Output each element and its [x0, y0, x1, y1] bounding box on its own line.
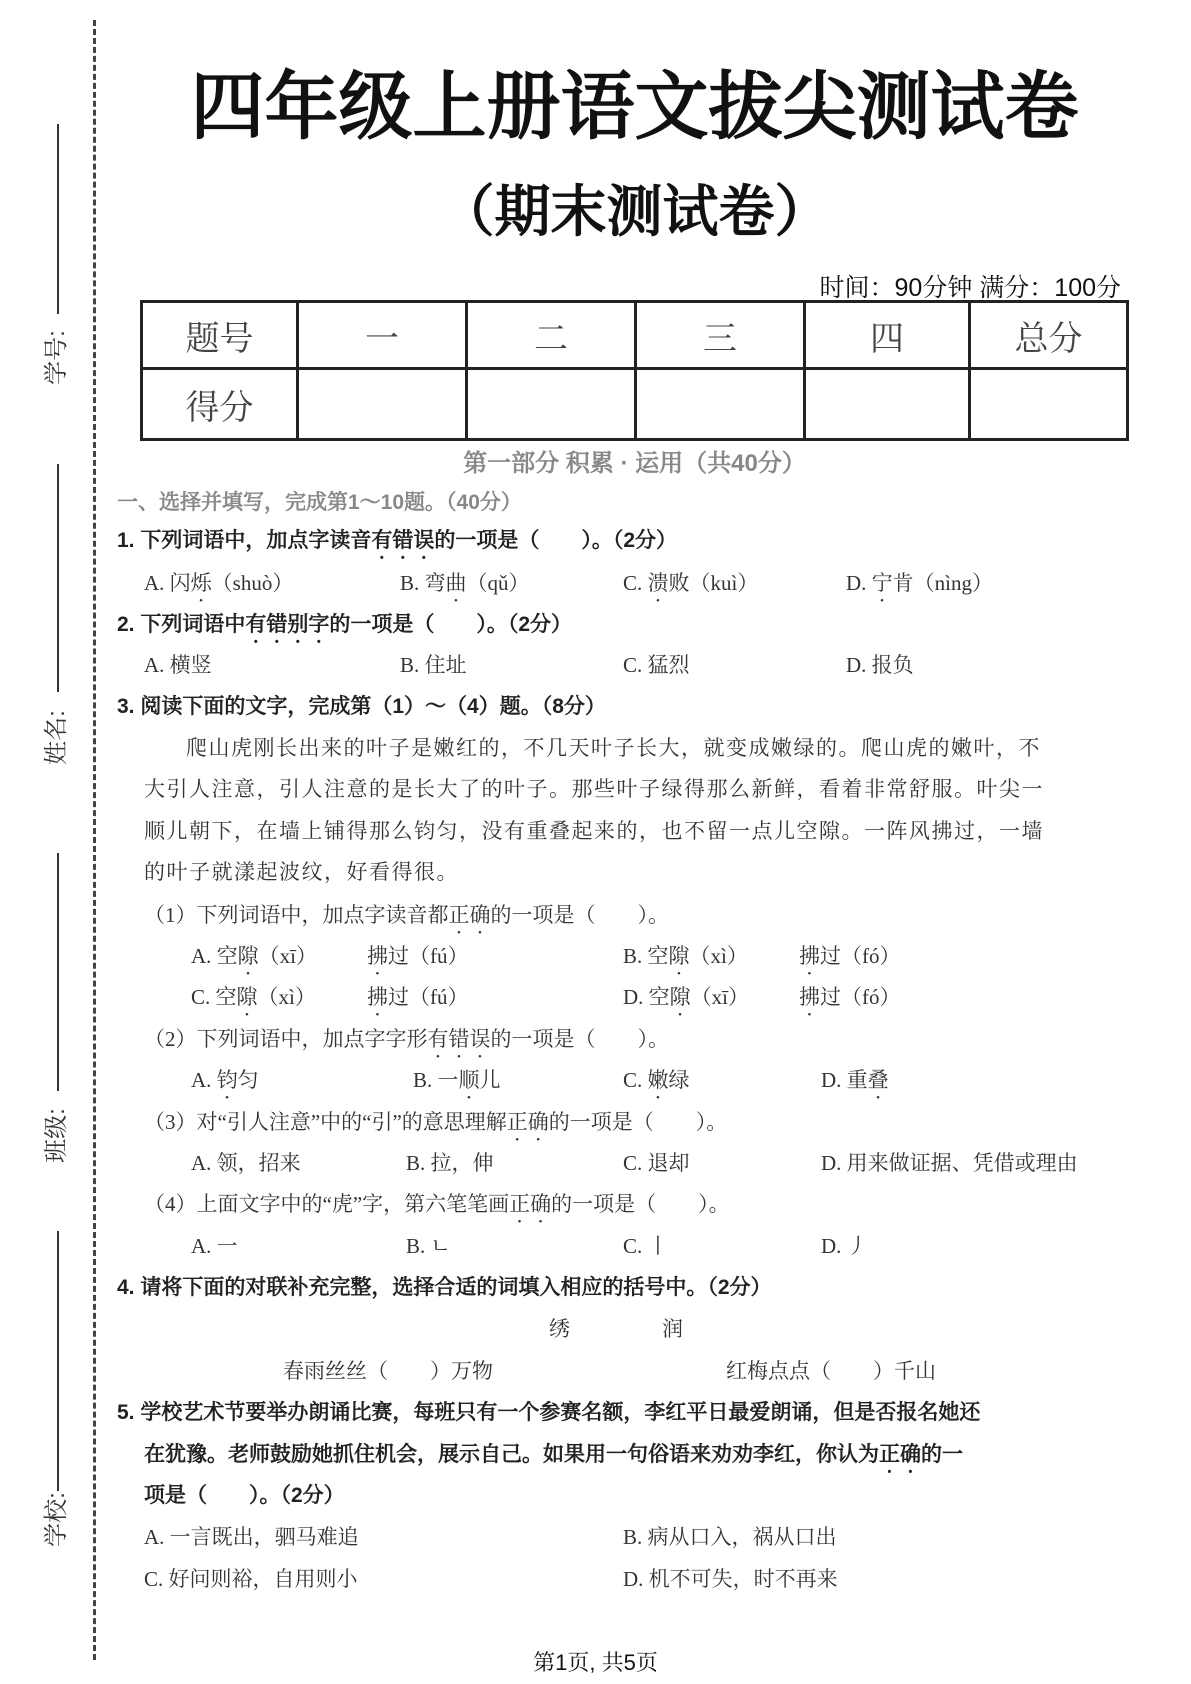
score-cell[interactable] [805, 369, 970, 440]
option-b[interactable]: B. 弯曲（qǔ） [400, 571, 530, 595]
table-row-label: 得分 [142, 369, 298, 440]
option-a[interactable]: A. 闪烁（shuò） [144, 571, 294, 595]
school-line [57, 1231, 59, 1491]
option-c[interactable]: C. 丨 [623, 1234, 669, 1258]
couplet-line-2[interactable]: 红梅点点（ ）千山 [726, 1359, 936, 1383]
question-3: 3. 阅读下面的文字，完成第（1）～（4）题。（8分） [117, 695, 606, 718]
school-label: 学校: [42, 1492, 70, 1547]
option-b[interactable]: B. 拉，伸 [406, 1151, 494, 1175]
passage-line: 大引人注意，引人注意的是长大了的叶子。那些叶子绿得那么新鲜，看着非常舒服。叶尖一 [144, 777, 1044, 801]
word-choice: 绣 [549, 1317, 570, 1341]
question-5-line-2: 在犹豫。老师鼓励她抓住机会，展示自己。如果用一句俗语来劝劝李红，你认为正确的一 [144, 1443, 963, 1466]
part-heading: 第一部分 积累 · 运用（共40分） [463, 450, 806, 477]
option-b[interactable]: B. 空隙（xì） [623, 944, 748, 968]
score-cell[interactable] [970, 369, 1128, 440]
table-header-cell: 总分 [970, 302, 1128, 369]
table-header-cell: 一 [298, 302, 467, 369]
passage-line: 的叶子就漾起波纹，好看得很。 [144, 860, 459, 884]
question-1 [117, 524, 677, 564]
option-d[interactable]: D. 报负 [846, 653, 914, 677]
option-b[interactable]: B. 住址 [400, 653, 467, 677]
exam-info: 时间：90分钟 满分：100分 [819, 274, 1121, 302]
name-label: 姓名: [42, 710, 70, 765]
table-header-cell: 四 [805, 302, 970, 369]
score-cell[interactable] [298, 369, 467, 440]
option-b[interactable]: B. 一顺儿 [413, 1068, 501, 1092]
page-footer: 第1页, 共5页 [533, 1650, 658, 1675]
section-heading: 一、选择并填写，完成第1～10题。（40分） [117, 491, 522, 514]
option-a[interactable]: A. 空隙（xī） [191, 944, 318, 968]
option-a[interactable]: A. 横竖 [144, 653, 212, 677]
option-d-word-2[interactable]: 拂过（fó） [799, 985, 901, 1009]
option-b[interactable]: B. 病从口入，祸从口出 [623, 1525, 837, 1549]
option-a[interactable]: A. 钧匀 [191, 1068, 259, 1092]
question-5-line-3: 项是（ ）。（2分） [144, 1484, 345, 1507]
option-a[interactable]: A. 一言既出，驷马难追 [144, 1525, 359, 1549]
passage-line: 顺儿朝下，在墙上铺得那么钧匀，没有重叠起来的，也不留一点儿空隙。一阵风拂过，一墙 [144, 819, 1044, 843]
option-d[interactable]: D. 重叠 [821, 1068, 889, 1092]
name-line [57, 464, 59, 692]
student-id-label: 学号: [42, 330, 70, 385]
passage-line: 爬山虎刚长出来的叶子是嫩红的，不几天叶子长大，就变成嫩绿的。爬山虎的嫩叶，不 [186, 736, 1041, 760]
option-d[interactable]: D. 机不可失，时不再来 [623, 1567, 838, 1591]
option-b[interactable]: B. ㄴ [406, 1234, 451, 1258]
option-c[interactable]: C. 嫩绿 [623, 1068, 690, 1092]
question-2: 2. 下列词语中有错别字的一项是（ ）。（2分） [117, 613, 573, 636]
page-subtitle: （期末测试卷） [438, 180, 831, 243]
stem-text: 的一项是（ ）。（2分） [434, 529, 678, 552]
class-label: 班级: [42, 1108, 70, 1163]
score-cell[interactable] [467, 369, 636, 440]
stem-text: 1. 下列词语中，加点字读音 [117, 529, 372, 552]
option-d[interactable]: D. 空隙（xī） [623, 985, 750, 1009]
table-header-cell: 题号 [142, 302, 298, 369]
emphasized-text: 有错误 [371, 529, 435, 552]
sub-question-1: （1）下列词语中，加点字读音都正确的一项是（ ）。 [144, 903, 669, 927]
table-header-cell: 二 [467, 302, 636, 369]
option-c[interactable]: C. 好问则裕，自用则小 [144, 1567, 358, 1591]
option-a[interactable]: A. 领，招来 [191, 1151, 301, 1175]
table-header-cell: 三 [636, 302, 805, 369]
option-c-word-2[interactable]: 拂过（fú） [367, 985, 469, 1009]
question-5: 5. 学校艺术节要举办朗诵比赛，每班只有一个参赛名额，李红平日最爱朗诵，但是否报名她还 [117, 1401, 981, 1424]
option-c[interactable]: C. 溃败（kuì） [623, 571, 759, 595]
score-cell[interactable] [636, 369, 805, 440]
option-a[interactable]: A. 一 [191, 1234, 238, 1258]
word-choice: 润 [662, 1317, 683, 1341]
option-d[interactable]: D. 丿 [821, 1234, 868, 1258]
couplet-line-1[interactable]: 春雨丝丝（ ）万物 [283, 1359, 493, 1383]
sub-question-4: （4）上面文字中的“虎”字，第六笔笔画正确的一项是（ ）。 [144, 1192, 730, 1216]
score-table [140, 300, 1129, 441]
page-title: 四年级上册语文拔尖测试卷 [190, 65, 1079, 148]
option-c[interactable]: C. 猛烈 [623, 653, 690, 677]
question-4: 4. 请将下面的对联补充完整，选择合适的词填入相应的括号中。（2分） [117, 1276, 772, 1299]
option-b-word-2[interactable]: 拂过（fó） [799, 944, 901, 968]
sub-question-2: （2）下列词语中，加点字字形有错误的一项是（ ）。 [144, 1027, 669, 1051]
option-c[interactable]: C. 空隙（xì） [191, 985, 316, 1009]
sub-question-3: （3）对“引人注意”中的“引”的意思理解正确的一项是（ ）。 [144, 1110, 728, 1134]
binding-dashed-line [93, 20, 96, 1660]
option-d[interactable]: D. 宁肯（nìng） [846, 571, 994, 595]
option-c[interactable]: C. 退却 [623, 1151, 690, 1175]
class-line [57, 853, 59, 1091]
option-d[interactable]: D. 用来做证据、凭借或理由 [821, 1151, 1078, 1175]
option-a-word-2[interactable]: 拂过（fú） [367, 944, 469, 968]
student-id-line [57, 124, 59, 314]
